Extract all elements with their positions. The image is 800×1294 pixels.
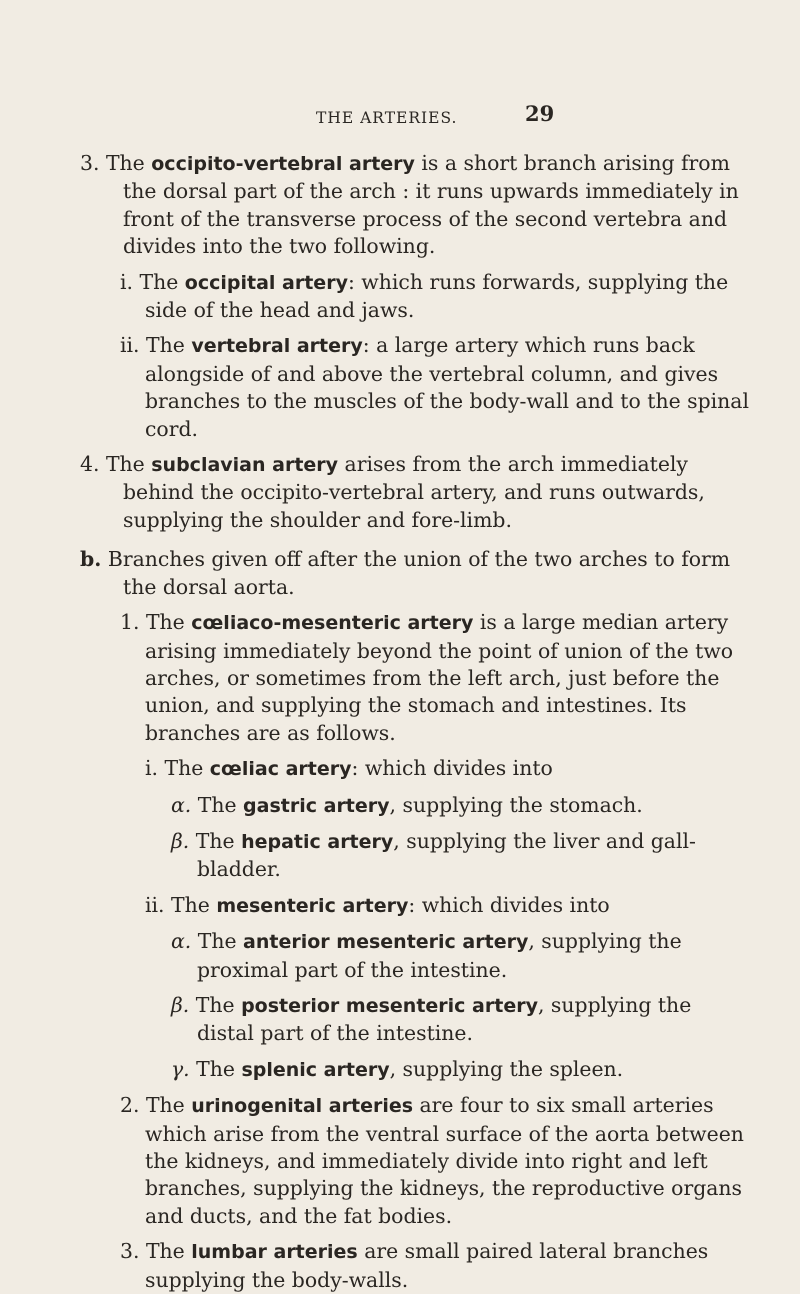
item-term: subclavian artery (151, 454, 339, 477)
item-term: splenic artery (241, 1058, 390, 1081)
item-marker: 3. (120, 1239, 140, 1264)
item-text: , supplying the liver and gall-bladder. (197, 828, 696, 882)
section-b-branches (80, 546, 752, 601)
running-head: THE ARTERIES. (316, 109, 458, 127)
item-alpha-gastric (80, 792, 752, 820)
item-text: , supplying the stomach. (389, 792, 643, 817)
item-text: is a short branch arising from the dorsal part of the arch : it runs upwards immediately in front of the transverse process of the second vertebra and divides into the two following. (123, 151, 739, 259)
item-gamma-splenic (80, 1056, 752, 1084)
item-pre: The (146, 333, 192, 358)
item-i-coeliac (80, 755, 752, 783)
item-marker: β. (171, 992, 190, 1017)
item-marker: ii. (120, 333, 140, 358)
item-text: : a large artery which runs back alongside of and above the vertebral column, and gives branches to the muscles of the body-wall and to the spinal cord. (145, 333, 749, 441)
page-body (80, 150, 752, 1294)
item-ii-vertebral (80, 332, 752, 443)
item-pre: The (197, 929, 244, 954)
item-term: anterior mesenteric artery (243, 931, 529, 954)
item-marker: γ. (171, 1056, 190, 1081)
item-text: , supplying the proximal part of the intestine. (197, 929, 682, 982)
item-pre: The (196, 1056, 242, 1081)
item-term: mesenteric artery (216, 894, 409, 917)
item-pre: The (164, 756, 210, 781)
item-3-occipito-vertebral (80, 150, 752, 261)
item-marker: 1. (120, 610, 140, 635)
item-beta-hepatic (80, 828, 752, 884)
item-marker: 4. (80, 452, 100, 477)
item-pre: The (145, 1093, 192, 1118)
item-term: occipital artery (184, 271, 348, 294)
page-number: 29 (525, 101, 555, 126)
item-term: occipito-vertebral artery (151, 153, 415, 175)
item-1-coeliaco-mesenteric (80, 609, 752, 747)
item-term: gastric artery (243, 794, 390, 817)
item-term: vertebral artery (191, 335, 363, 358)
page-header (0, 101, 800, 133)
item-text: : which runs forwards, supplying the side of the head and jaws. (145, 269, 729, 323)
item-marker: α. (171, 792, 192, 817)
item-pre: The (105, 452, 152, 477)
item-text: are small paired lateral branches supplying the body-walls. (145, 1239, 709, 1292)
item-text: , supplying the distal part of the intestine. (197, 992, 692, 1046)
item-text: , supplying the spleen. (389, 1056, 624, 1081)
item-text: Branches given off after the union of the two arches to form the dorsal aorta. (107, 547, 731, 599)
item-i-occipital (80, 269, 752, 325)
item-term: cœliac artery (209, 758, 352, 781)
item-pre: The (195, 828, 242, 853)
item-marker: i. (145, 756, 159, 781)
item-pre: The (195, 992, 242, 1017)
item-text: is a large median artery arising immediately beyond the point of union of the two arches, or sometimes from the left arch, just before the union, and supplying the stomach and intestines. Its branches are as follows. (145, 610, 734, 745)
item-term: lumbar arteries (191, 1241, 358, 1264)
item-pre: The (197, 792, 244, 817)
item-term: hepatic artery (241, 830, 394, 853)
item-term: cœliaco-mesenteric artery (191, 612, 474, 635)
item-text: arises from the arch immediately behind the occipito-vertebral artery, and runs outwards, supplying the shoulder and fore-limb. (123, 452, 705, 532)
item-marker: i. (120, 269, 134, 294)
item-pre: The (145, 610, 192, 635)
item-marker: 3. (80, 151, 100, 175)
item-text: : which divides into (351, 756, 553, 781)
item-alpha-anterior-mesenteric (80, 928, 752, 984)
item-3-lumbar (80, 1238, 752, 1294)
item-4-subclavian (80, 451, 752, 534)
item-2-urinogenital (80, 1092, 752, 1230)
item-marker: β. (171, 828, 190, 853)
item-term: urinogenital arteries (191, 1095, 414, 1118)
item-pre: The (171, 892, 217, 917)
item-marker: 2. (120, 1093, 140, 1118)
item-pre: The (105, 151, 152, 175)
item-marker: b. (80, 547, 102, 572)
item-ii-mesenteric (80, 892, 752, 920)
item-beta-posterior-mesenteric (80, 992, 752, 1048)
item-marker: α. (171, 929, 192, 954)
item-text: are four to six small arteries which arise from the ventral surface of the aorta between the kidneys, and immediately divide into right and left branches, supplying the kidneys, the reproductive organs and ducts, and the fat bodies. (145, 1093, 744, 1228)
item-pre: The (139, 269, 185, 294)
item-pre: The (145, 1239, 192, 1264)
item-term: posterior mesenteric artery (241, 994, 538, 1017)
item-text: : which divides into (408, 892, 610, 917)
item-marker: ii. (145, 892, 165, 917)
